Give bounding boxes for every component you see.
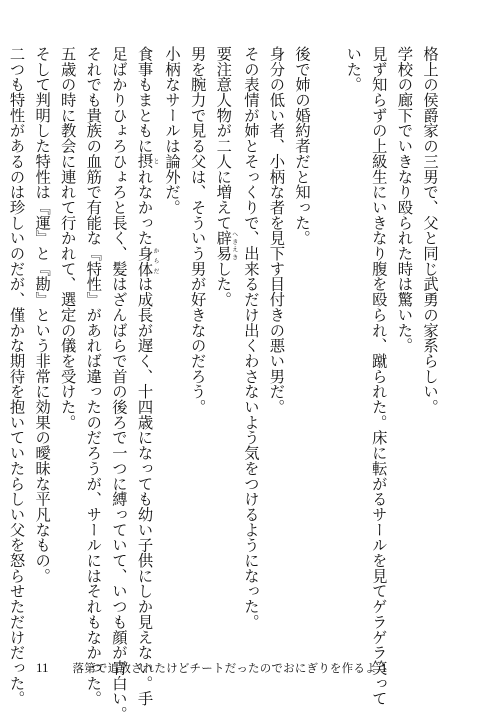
text-line: いた。 — [344, 46, 363, 93]
text-line-with-ruby: 要注意人物が二人に増えて辟易へきえきした。 — [214, 46, 238, 307]
text-line: それでも貴族の血筋で有能な『特性』があれば違ったのだろうが、サールにはそれもなかった。 — [84, 46, 103, 707]
ruby-word: 摂と — [135, 153, 159, 169]
text-line-with-ruby: 食事もまともに摂とれなかった身体からだは成長が遅く、十四歳になっても幼い子供にしか見えない。手 — [135, 46, 159, 707]
text-line: 後で姉の婚約者だと知った。 — [293, 46, 312, 246]
text-line: そして判明した特性は『運』と『勘』という非常に効果の曖昧な平凡なもの。 — [33, 46, 52, 584]
text-line: 身分の低い者、小柄な者を見下す目付きの悪い男だ。 — [267, 46, 286, 415]
ruby-word: 辟易へきえき — [214, 230, 238, 261]
text-line: その表情が姉とそっくりで、出来るだけ出くわさないよう気をつけるようになった。 — [241, 46, 260, 630]
text-line: 格上の侯爵家の三男で、父と同じ武勇の家系らしい。 — [421, 46, 439, 415]
ruby-word: 身体からだ — [135, 245, 159, 277]
text-line: 見ず知らずの上級生にいきなり腹を殴られ、蹴られた。床に転がるサールを見てゲラゲラ笑って — [369, 46, 388, 707]
text-line: 男を腕力で見る父は、そういう男が好きなのだろう。 — [188, 46, 207, 415]
text-line: 二つも特性があるのは珍しいのだが、僅かな期待を抱いていたらしい父を怒らせただけだった。 — [7, 46, 26, 707]
page-footer — [36, 660, 388, 676]
text-line: 五歳の時に教会に連れて行かれて、選定の儀を受けた。 — [58, 46, 77, 430]
blank-line — [314, 46, 340, 646]
text-line: 学校の廊下でいきなり殴られた時は驚いた。 — [395, 46, 414, 353]
text-line — [0, 46, 3, 646]
page-number: 11 — [36, 660, 49, 675]
text-line: 小柄なサールは論外だ。 — [163, 46, 182, 215]
running-title: 落第で追放されたけどチートだったのでおにぎりを作るよ 1 — [72, 661, 389, 675]
text-line: 足ばかりひょろひょろと長く、髪はざんばらで首の後ろで一つに縛っていて、いつも顔が青白い。 — [109, 46, 128, 721]
